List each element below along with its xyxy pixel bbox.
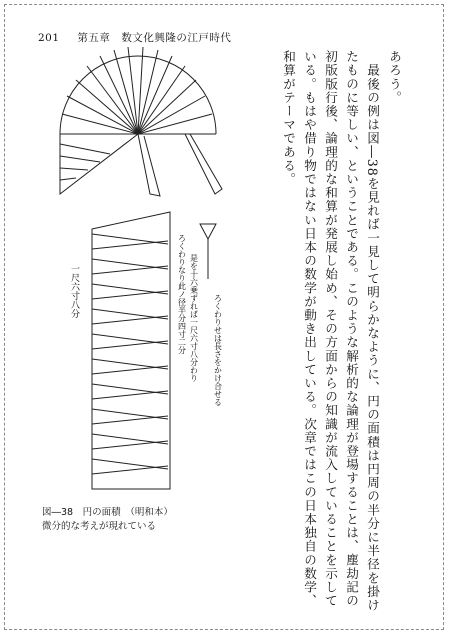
body-column-5: いる。もはや借り物ではない日本の数学が動き出している。次章ではこの日本独自の数学、 [302,50,317,608]
figure-caption [42,506,173,534]
body-column-3: たものに等しい、ということである。このような解析的な論理が登場することは、塵劫記の [344,50,359,608]
sector-fan [60,47,222,196]
page-number: 201 [38,32,60,44]
running-header [38,30,231,45]
figure-note-1: ろくわりなり此ノ径半分四寸二分 [177,234,187,354]
circle-area-figure [40,44,240,504]
body-column-2: 最後の例は図―38を見れば一見して明らかなように、円の面積は円周の半分に半径を掛け [365,50,380,613]
body-column-1: あろう。 [387,50,402,105]
caption-subtitle: 微分的な考えが現れている [42,521,157,532]
chapter-title: 第五章 数文化興隆の江戸時代 [77,32,232,44]
body-column-6: 和算がテーマである。 [281,50,296,186]
strip-length-label: 一尺六寸八分 [69,264,79,318]
caption-title: 図―38 円の面積 （明和本） [42,507,173,518]
figure-note-3: ろくわりせは長さをかけ合せる [213,294,223,406]
body-column-4: 初版版行後、論理的な和算が発展し始め、その方面からの知識が流入していることを示して [323,50,338,608]
figure-note-2: 是を十六乗ずれば一尺六寸八分わり [189,254,199,382]
